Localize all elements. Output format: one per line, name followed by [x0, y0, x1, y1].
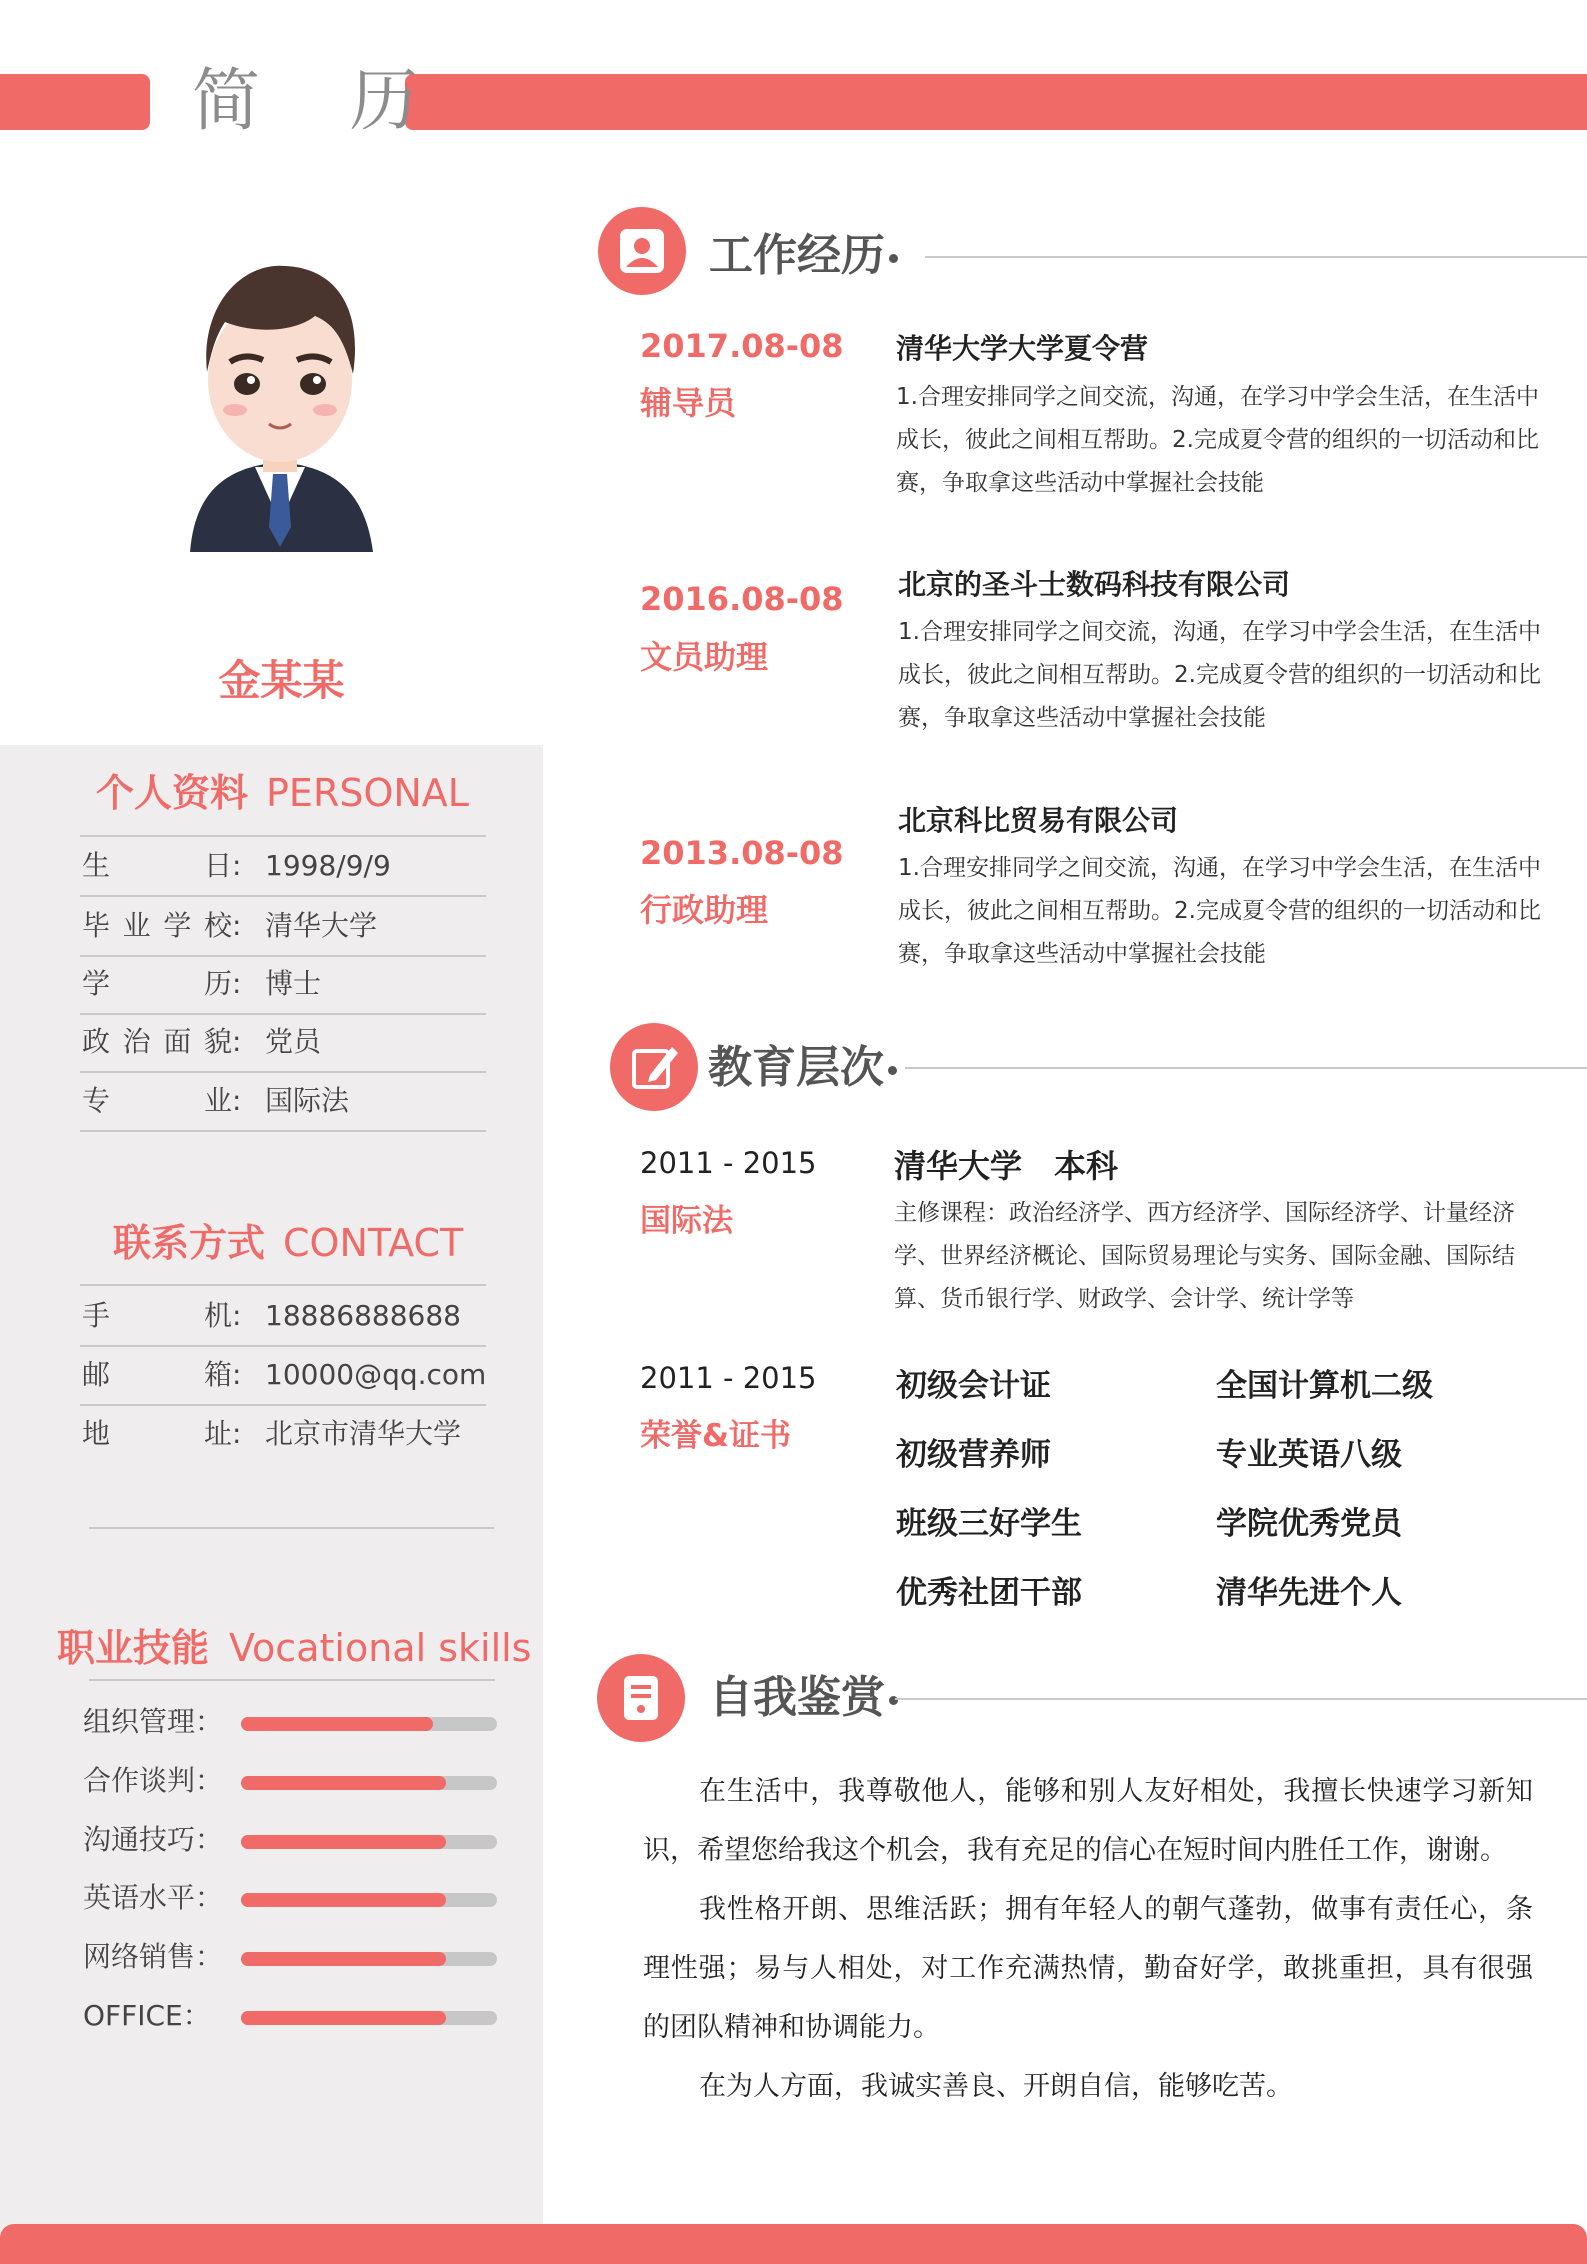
certificate-item: 清华先进个人: [1216, 1575, 1402, 1611]
personal-title-cn: 个人资料: [96, 771, 249, 815]
info-row-degree: [80, 955, 486, 1015]
info-label: 邮箱: [82, 1358, 232, 1391]
info-value: 博士: [265, 967, 322, 1000]
edit-pen-icon: [610, 1023, 698, 1111]
skill-label: 合作谈判：: [83, 1764, 224, 1797]
skill-label: 组织管理：: [83, 1705, 224, 1738]
skill-row: [83, 1820, 503, 1860]
work-role: 文员助理: [640, 638, 769, 676]
info-value: 党员: [265, 1025, 322, 1058]
skill-bar-track: [241, 1717, 497, 1731]
info-label: 生日: [82, 849, 232, 882]
info-value: 清华大学: [265, 909, 378, 942]
skill-row: [83, 1937, 503, 1977]
self-title-line: [895, 1698, 1587, 1700]
skill-label: 沟通技巧：: [83, 1823, 224, 1856]
skill-label: OFFICE：: [83, 1999, 211, 2032]
label-colon: :: [232, 909, 242, 942]
education-courses: 主修课程：政治经济学、西方经济学、国际经济学、计量经济学、世界经济概论、国际贸易理论与实务、国际金融、国际结算、货币银行学、财政学、会计学、统计学等: [894, 1200, 1515, 1312]
personal-section-title: [96, 768, 469, 818]
work-company: 北京科比贸易有限公司: [898, 804, 1179, 837]
skill-bar-track: [241, 2011, 497, 2025]
honors-years: 2011 - 2015: [640, 1361, 817, 1395]
skill-row: [83, 1702, 503, 1742]
certificate-item: 班级三好学生: [896, 1506, 1082, 1542]
skill-bar-track: [241, 1835, 497, 1849]
certificate-item: 初级营养师: [896, 1437, 1051, 1473]
contact-title-cn: 联系方式: [113, 1221, 266, 1265]
info-row-email: [80, 1346, 486, 1406]
skill-bar-track: [241, 1952, 497, 1966]
info-row-school: [80, 897, 486, 957]
info-row-address: [80, 1405, 486, 1463]
education-years: 2011 - 2015: [640, 1146, 817, 1180]
info-row-birthday: [80, 837, 486, 897]
work-description: 1.合理安排同学之间交流，沟通，在学习中学会生活，在生活中成长，彼此之间相互帮助。2.完成夏令营的组织的一切活动和比赛，争取拿这些活动中掌握社会技能: [898, 619, 1541, 731]
self-section-title: [709, 1668, 898, 1728]
contact-title-en: CONTACT: [283, 1221, 464, 1265]
self-evaluation-text: [643, 1762, 1533, 2116]
skill-label: 英语水平：: [83, 1881, 224, 1914]
self-title-text: 自我鉴赏: [709, 1672, 885, 1723]
skill-bar-track: [241, 1776, 497, 1790]
contact-top-line: [80, 1284, 486, 1286]
skill-bar-fill: [241, 1776, 446, 1790]
label-colon: :: [232, 1417, 242, 1450]
label-colon: :: [232, 1358, 242, 1391]
header-band-right: [405, 74, 1587, 130]
info-label: 政治面貌: [82, 1025, 232, 1058]
info-label: 专业: [82, 1084, 232, 1117]
title-dot: [888, 1066, 897, 1075]
info-row-phone: [80, 1287, 486, 1347]
self-paragraph: 在为人方面，我诚实善良、开朗自信，能够吃苦。: [699, 2071, 1293, 2102]
skill-bar-fill: [241, 2011, 446, 2025]
education-title-text: 教育层次: [708, 1042, 884, 1093]
education-subject: 国际法: [640, 1203, 733, 1239]
skill-bar-fill: [241, 1835, 446, 1849]
personal-title-en: PERSONAL: [266, 771, 469, 815]
info-value: 北京市清华大学: [265, 1417, 462, 1450]
certificate-item: 专业英语八级: [1216, 1437, 1402, 1473]
work-description: 1.合理安排同学之间交流，沟通，在学习中学会生活，在生活中成长，彼此之间相互帮助。2.完成夏令营的组织的一切活动和比赛，争取拿这些活动中掌握社会技能: [898, 855, 1541, 967]
work-role: 行政助理: [640, 891, 769, 929]
info-value: 国际法: [265, 1084, 350, 1117]
work-date: 2017.08-08: [640, 327, 844, 365]
skill-row: [83, 1878, 503, 1918]
skills-title-en: Vocational skills: [229, 1626, 532, 1670]
work-title-line: [925, 256, 1587, 258]
page-title: 简 历: [192, 62, 452, 141]
info-value: 10000@qq.com: [265, 1358, 487, 1391]
skills-top-line: [89, 1679, 495, 1681]
label-colon: :: [232, 1025, 242, 1058]
user-badge-icon: [598, 207, 686, 295]
label-colon: :: [232, 1299, 242, 1332]
work-role: 辅导员: [640, 384, 737, 422]
certificate-item: 优秀社团干部: [896, 1575, 1082, 1611]
label-colon: :: [232, 849, 242, 882]
work-date: 2016.08-08: [640, 580, 844, 618]
work-title-text: 工作经历: [709, 230, 885, 281]
skill-bar-fill: [241, 1893, 446, 1907]
honors-subject: 荣誉&证书: [640, 1418, 792, 1454]
document-icon: [597, 1654, 685, 1742]
certificate-item: 学院优秀党员: [1216, 1506, 1402, 1542]
skill-bar-fill: [241, 1952, 446, 1966]
skill-bar-fill: [241, 1717, 433, 1731]
avatar: [185, 262, 375, 552]
self-paragraph: 在生活中，我尊敬他人，能够和别人友好相处，我擅长快速学习新知识，希望您给我这个机会，我有充足的信心在短时间内胜任工作，谢谢。: [643, 1776, 1533, 1866]
self-paragraph: 我性格开朗、思维活跃；拥有年轻人的朝气蓬勃，做事有责任心，条理性强；易与人相处，对工作充满热情，勤奋好学，敢挑重担，具有很强的团队精神和协调能力。: [643, 1894, 1533, 2043]
skill-bar-track: [241, 1893, 497, 1907]
title-dot: [889, 254, 898, 263]
education-school: 清华大学 本科: [894, 1147, 1119, 1185]
info-label: 毕业学校: [82, 909, 232, 942]
info-label: 地址: [82, 1417, 232, 1450]
skill-row: [83, 1996, 503, 2036]
skills-section-title: [57, 1623, 531, 1673]
info-label: 手机: [82, 1299, 232, 1332]
info-value: 1998/9/9: [265, 849, 391, 882]
work-company: 北京的圣斗士数码科技有限公司: [898, 568, 1291, 601]
info-row-major: [80, 1072, 486, 1132]
contact-section-title: [113, 1218, 463, 1268]
info-row-political: [80, 1013, 486, 1073]
work-company: 清华大学大学夏令营: [896, 332, 1149, 365]
education-section-title: [708, 1038, 897, 1098]
work-description: 1.合理安排同学之间交流，沟通，在学习中学会生活，在生活中成长，彼此之间相互帮助。2.完成夏令营的组织的一切活动和比赛，争取拿这些活动中掌握社会技能: [896, 384, 1539, 496]
section-divider: [89, 1527, 494, 1529]
label-colon: :: [232, 967, 242, 1000]
skill-label: 网络销售：: [83, 1940, 224, 1973]
info-label: 学历: [82, 967, 232, 1000]
certificate-item: 初级会计证: [896, 1368, 1051, 1404]
label-colon: :: [232, 1084, 242, 1117]
skill-row: [83, 1761, 503, 1801]
person-name: 金某某: [218, 656, 345, 705]
footer-band: [0, 2224, 1587, 2264]
info-value: 18886888688: [265, 1299, 461, 1332]
header-band-left: [0, 74, 150, 130]
certificate-item: 全国计算机二级: [1216, 1368, 1433, 1404]
work-section-title: [709, 226, 898, 286]
title-dot: [889, 1696, 898, 1705]
work-date: 2013.08-08: [640, 834, 844, 872]
education-title-line: [905, 1067, 1587, 1069]
skills-title-cn: 职业技能: [57, 1626, 210, 1670]
